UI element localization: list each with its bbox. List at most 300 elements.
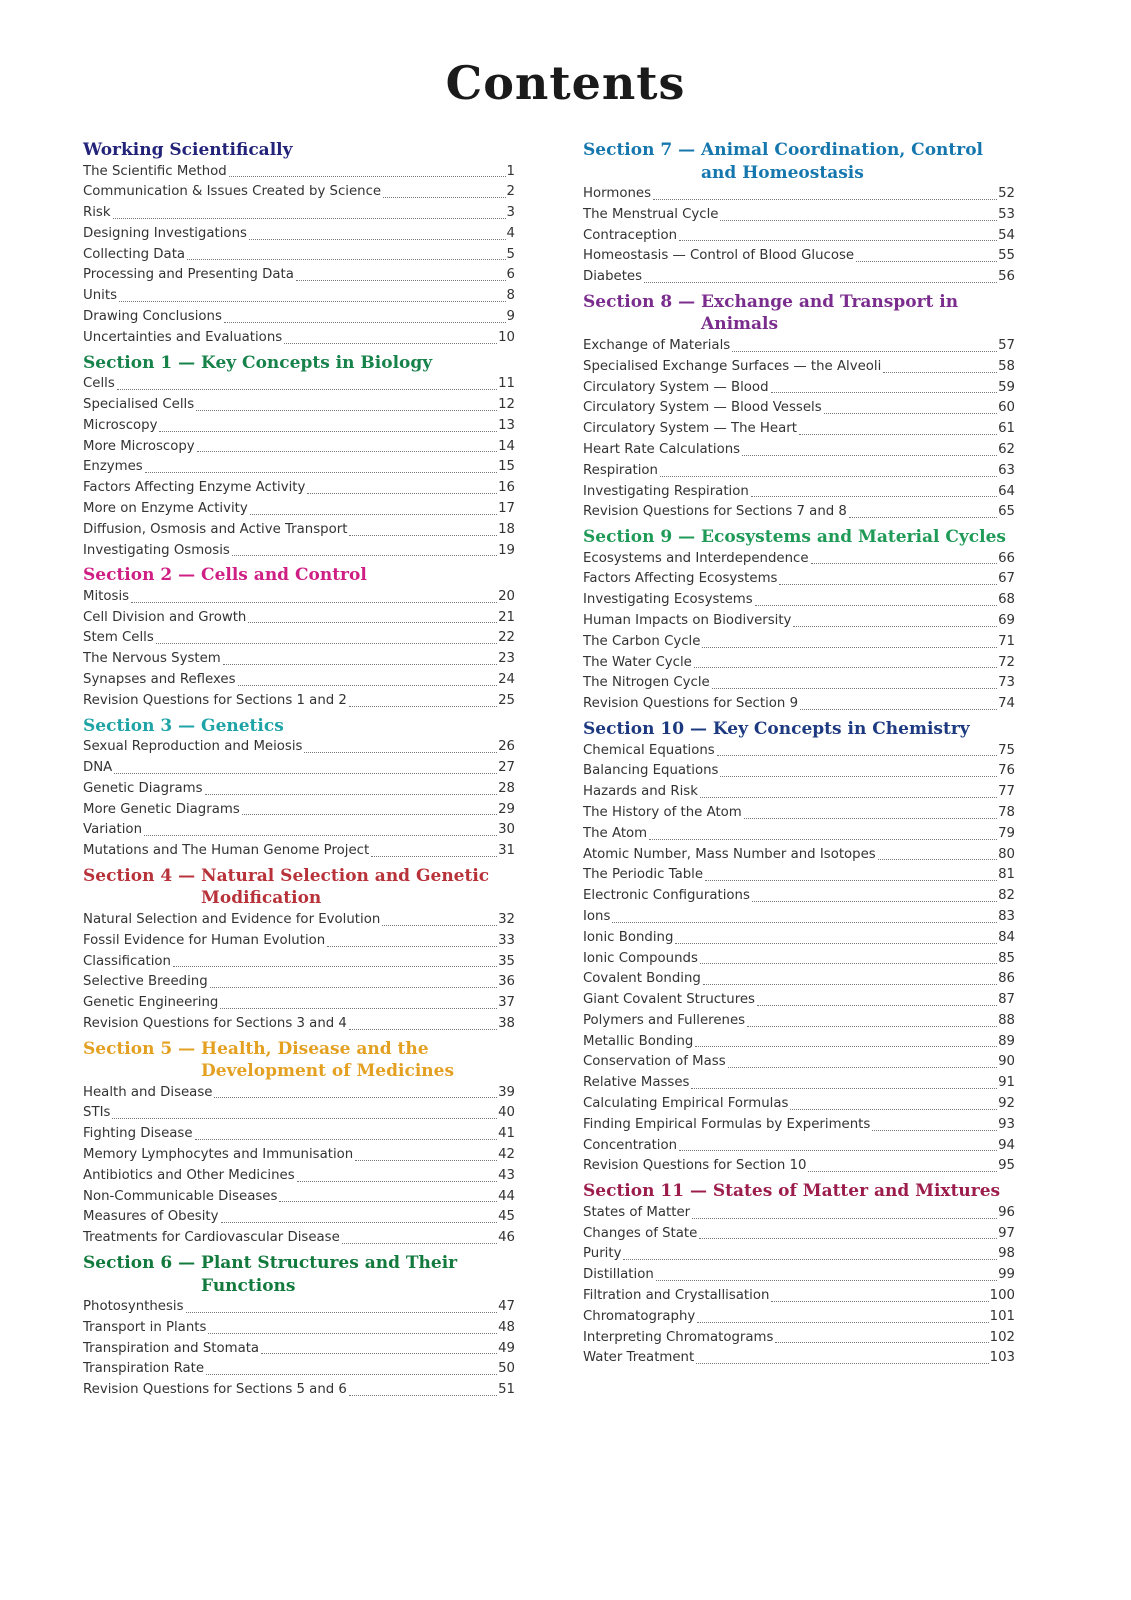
dot-leader bbox=[679, 240, 997, 241]
toc-entry bbox=[583, 824, 1015, 845]
toc-entry-page: 84 bbox=[998, 929, 1015, 945]
toc-entry-page: 64 bbox=[998, 483, 1015, 499]
toc-entry-label: Communication & Issues Created by Science bbox=[83, 184, 382, 200]
toc-entry bbox=[83, 910, 515, 931]
toc-entry bbox=[583, 1286, 1015, 1307]
toc-entry-page: 13 bbox=[498, 417, 515, 433]
toc-entry bbox=[583, 990, 1015, 1011]
toc-entry-label: Homeostasis — Control of Blood Glucose bbox=[583, 248, 855, 264]
section-heading bbox=[83, 1038, 515, 1083]
toc-entry-page: 44 bbox=[498, 1188, 515, 1204]
toc-entry-page: 94 bbox=[998, 1137, 1015, 1153]
dot-leader bbox=[793, 626, 997, 627]
toc-entry bbox=[583, 1203, 1015, 1224]
toc-entry-label: Investigating Osmosis bbox=[83, 542, 230, 558]
toc-entry-page: 81 bbox=[998, 867, 1015, 883]
toc-entry-page: 97 bbox=[998, 1225, 1015, 1241]
toc-entry bbox=[583, 1307, 1015, 1328]
toc-entry bbox=[83, 820, 515, 841]
toc-entry-label: Atomic Number, Mass Number and Isotopes bbox=[583, 846, 876, 862]
toc-entry-label: More Genetic Diagrams bbox=[83, 801, 240, 817]
toc-entry-page: 16 bbox=[498, 480, 515, 496]
section-heading bbox=[83, 715, 515, 738]
toc-entry-label: Factors Affecting Enzyme Activity bbox=[83, 480, 306, 496]
toc-entry-page: 88 bbox=[998, 1012, 1015, 1028]
toc-entry-label: Enzymes bbox=[83, 459, 143, 475]
dot-leader bbox=[173, 966, 497, 967]
dot-leader bbox=[197, 451, 497, 452]
toc-entry-label: Revision Questions for Section 10 bbox=[583, 1158, 807, 1174]
toc-entry-page: 20 bbox=[498, 588, 515, 604]
toc-entry-page: 68 bbox=[998, 592, 1015, 608]
toc-entry-page: 83 bbox=[998, 908, 1015, 924]
section-number: Section 1 — bbox=[83, 352, 202, 373]
dot-leader bbox=[697, 1322, 988, 1323]
toc-entry-label: Genetic Engineering bbox=[83, 995, 219, 1011]
toc-entry-label: STIs bbox=[83, 1105, 111, 1121]
toc-entry-page: 73 bbox=[998, 675, 1015, 691]
toc-entry-label: Fossil Evidence for Human Evolution bbox=[83, 932, 326, 948]
toc-entry-label: Interpreting Chromatograms bbox=[583, 1329, 774, 1345]
toc-entry-page: 69 bbox=[998, 613, 1015, 629]
section-number: Section 10 — bbox=[583, 719, 713, 740]
toc-entry-label: Ecosystems and Interdependence bbox=[583, 550, 809, 566]
toc-entry bbox=[583, 267, 1015, 288]
toc-entry-label: The Menstrual Cycle bbox=[583, 206, 719, 222]
dot-leader bbox=[242, 814, 497, 815]
toc-entry-page: 40 bbox=[498, 1105, 515, 1121]
toc-entry-label: More on Enzyme Activity bbox=[83, 500, 248, 516]
toc-entry bbox=[83, 203, 515, 224]
dot-leader bbox=[702, 647, 997, 648]
toc-entry-label: Transpiration and Stomata bbox=[83, 1340, 260, 1356]
toc-entry bbox=[583, 761, 1015, 782]
dot-leader bbox=[113, 218, 506, 219]
toc-entry-label: The Nervous System bbox=[83, 651, 221, 667]
toc-entry bbox=[83, 1318, 515, 1339]
toc-entry bbox=[83, 1359, 515, 1380]
toc-entry-page: 27 bbox=[498, 759, 515, 775]
toc-entry bbox=[583, 502, 1015, 523]
dot-leader bbox=[728, 1067, 997, 1068]
toc-entry-label: The Periodic Table bbox=[583, 867, 704, 883]
dot-leader bbox=[249, 239, 506, 240]
dot-leader bbox=[297, 1181, 497, 1182]
toc-entry bbox=[83, 1014, 515, 1035]
toc-entry-page: 103 bbox=[989, 1350, 1015, 1366]
toc-entry-label: Drawing Conclusions bbox=[83, 309, 222, 325]
toc-entry bbox=[583, 741, 1015, 762]
toc-entry-page: 61 bbox=[998, 421, 1015, 437]
dot-leader bbox=[382, 925, 497, 926]
dot-leader bbox=[119, 301, 506, 302]
section-heading bbox=[583, 718, 1015, 741]
toc-entry-label: Measures of Obesity bbox=[83, 1209, 219, 1225]
toc-entry-page: 86 bbox=[998, 971, 1015, 987]
dot-leader bbox=[117, 389, 497, 390]
toc-entry bbox=[583, 1136, 1015, 1157]
dot-leader bbox=[699, 1238, 997, 1239]
toc-entry-label: Distillation bbox=[583, 1267, 654, 1283]
section-title: States of Matter and Mixtures bbox=[712, 1181, 1001, 1202]
toc-entry bbox=[83, 1339, 515, 1360]
toc-entry-page: 43 bbox=[498, 1167, 515, 1183]
toc-entry-page: 39 bbox=[498, 1084, 515, 1100]
dot-leader bbox=[131, 602, 497, 603]
section-number: Section 2 — bbox=[83, 565, 202, 586]
toc-entry-page: 87 bbox=[998, 992, 1015, 1008]
toc-entry-label: Relative Masses bbox=[583, 1075, 690, 1091]
dot-leader bbox=[144, 835, 497, 836]
dot-leader bbox=[800, 709, 997, 710]
toc-entry-page: 99 bbox=[998, 1267, 1015, 1283]
dot-leader bbox=[720, 776, 997, 777]
toc-entry-page: 77 bbox=[998, 784, 1015, 800]
dot-leader bbox=[695, 1046, 997, 1047]
section-number: Section 9 — bbox=[583, 527, 702, 548]
toc-entry-label: The Nitrogen Cycle bbox=[583, 675, 710, 691]
toc-entry-label: Mitosis bbox=[83, 588, 130, 604]
toc-entry-page: 1 bbox=[506, 163, 515, 179]
toc-entry bbox=[583, 653, 1015, 674]
dot-leader bbox=[790, 1109, 997, 1110]
toc-entry-page: 91 bbox=[998, 1075, 1015, 1091]
dot-leader bbox=[808, 1171, 997, 1172]
toc-entry-label: Specialised Cells bbox=[83, 396, 195, 412]
toc-entry bbox=[83, 1083, 515, 1104]
toc-entry-page: 18 bbox=[498, 521, 515, 537]
section-number: Section 6 — bbox=[83, 1253, 202, 1274]
toc-entry-label: The Carbon Cycle bbox=[583, 633, 701, 649]
toc-entry bbox=[583, 907, 1015, 928]
toc-entry-page: 10 bbox=[498, 329, 515, 345]
toc-entry bbox=[83, 628, 515, 649]
section-title: Working Scientifically bbox=[83, 140, 293, 160]
toc-entry-page: 58 bbox=[998, 358, 1015, 374]
toc-entry-label: The Water Cycle bbox=[583, 654, 692, 670]
toc-entry-label: Calculating Empirical Formulas bbox=[583, 1096, 789, 1112]
toc-entry bbox=[583, 1115, 1015, 1136]
toc-entry-label: Transpiration Rate bbox=[83, 1361, 205, 1377]
dot-leader bbox=[284, 343, 497, 344]
toc-section bbox=[83, 865, 515, 1035]
toc-entry bbox=[83, 972, 515, 993]
toc-entry bbox=[583, 632, 1015, 653]
toc-entry-label: Classification bbox=[83, 953, 171, 969]
toc-entry bbox=[583, 865, 1015, 886]
toc-entry bbox=[83, 374, 515, 395]
toc-entry-label: Changes of State bbox=[583, 1225, 698, 1241]
dot-leader bbox=[717, 755, 997, 756]
toc-entry bbox=[583, 928, 1015, 949]
toc-entry-label: Cells bbox=[83, 376, 115, 392]
toc-entry-page: 38 bbox=[498, 1015, 515, 1031]
toc-entry-page: 74 bbox=[998, 696, 1015, 712]
dot-leader bbox=[371, 856, 497, 857]
dot-leader bbox=[883, 372, 997, 373]
toc-entry bbox=[583, 803, 1015, 824]
section-heading bbox=[83, 564, 515, 587]
section-title: Health, Disease and the Development of Medicines bbox=[201, 1038, 455, 1082]
dot-leader bbox=[186, 1312, 498, 1313]
toc-entry bbox=[583, 378, 1015, 399]
toc-entry-page: 95 bbox=[998, 1158, 1015, 1174]
toc-entry bbox=[583, 694, 1015, 715]
section-heading bbox=[583, 291, 1015, 336]
toc-entry-label: Revision Questions for Sections 3 and 4 bbox=[83, 1015, 347, 1031]
toc-entry-label: Circulatory System — The Heart bbox=[583, 421, 797, 437]
toc-entry-label: Finding Empirical Formulas by Experiments bbox=[583, 1116, 871, 1132]
dot-leader bbox=[755, 605, 997, 606]
toc-entry bbox=[83, 224, 515, 245]
toc-entry-page: 72 bbox=[998, 654, 1015, 670]
toc-entry-page: 29 bbox=[498, 801, 515, 817]
toc-entry-label: Respiration bbox=[583, 462, 658, 478]
toc-entry bbox=[583, 845, 1015, 866]
toc-entry-page: 75 bbox=[998, 742, 1015, 758]
dot-leader bbox=[342, 1243, 497, 1244]
dot-leader bbox=[296, 280, 506, 281]
section-title: Key Concepts in Biology bbox=[201, 352, 433, 373]
toc-entry bbox=[83, 478, 515, 499]
dot-leader bbox=[196, 410, 497, 411]
toc-entry bbox=[83, 416, 515, 437]
toc-entry-page: 32 bbox=[498, 911, 515, 927]
toc-entry bbox=[83, 993, 515, 1014]
toc-entry-page: 41 bbox=[498, 1126, 515, 1142]
toc-entry-label: Heart Rate Calculations bbox=[583, 441, 741, 457]
dot-leader bbox=[221, 1222, 498, 1223]
toc-entry bbox=[83, 1166, 515, 1187]
toc-entry-page: 67 bbox=[998, 571, 1015, 587]
toc-entry-label: Natural Selection and Evidence for Evolution bbox=[83, 911, 381, 927]
dot-leader bbox=[872, 1130, 997, 1131]
dot-leader bbox=[349, 1029, 497, 1030]
toc-entry-label: Mutations and The Human Genome Project bbox=[83, 843, 370, 859]
dot-leader bbox=[307, 493, 497, 494]
section-heading bbox=[583, 526, 1015, 549]
toc-entry-page: 90 bbox=[998, 1054, 1015, 1070]
dot-leader bbox=[114, 773, 497, 774]
section-heading bbox=[83, 865, 515, 910]
dot-leader bbox=[720, 220, 997, 221]
toc-section bbox=[583, 526, 1015, 715]
toc-entry bbox=[583, 357, 1015, 378]
toc-entry-label: More Microscopy bbox=[83, 438, 195, 454]
dot-leader bbox=[771, 1301, 988, 1302]
section-heading bbox=[83, 139, 515, 162]
toc-entry-label: Contraception bbox=[583, 227, 678, 243]
toc-entry bbox=[83, 541, 515, 562]
dot-leader bbox=[238, 685, 498, 686]
dot-leader bbox=[700, 963, 997, 964]
toc-entry bbox=[583, 590, 1015, 611]
toc-section bbox=[583, 139, 1015, 288]
dot-leader bbox=[304, 752, 497, 753]
toc-entry-page: 19 bbox=[498, 542, 515, 558]
toc-entry-label: Investigating Respiration bbox=[583, 483, 749, 499]
toc-entry bbox=[83, 1380, 515, 1401]
toc-entry-page: 31 bbox=[498, 843, 515, 859]
section-heading bbox=[583, 139, 1015, 184]
toc-entry bbox=[83, 437, 515, 458]
toc-entry-page: 53 bbox=[998, 206, 1015, 222]
toc-entry-page: 35 bbox=[498, 953, 515, 969]
toc-entry bbox=[83, 931, 515, 952]
dot-leader bbox=[824, 413, 997, 414]
toc-entry-label: Risk bbox=[83, 205, 111, 221]
toc-entry-page: 22 bbox=[498, 630, 515, 646]
toc-entry-page: 36 bbox=[498, 974, 515, 990]
toc-entry-label: Exchange of Materials bbox=[583, 337, 731, 353]
toc-entry-page: 47 bbox=[498, 1299, 515, 1315]
toc-entry bbox=[583, 1052, 1015, 1073]
toc-entry-label: Revision Questions for Sections 7 and 8 bbox=[583, 504, 847, 520]
toc-entry bbox=[83, 1103, 515, 1124]
dot-leader bbox=[700, 797, 997, 798]
dot-leader bbox=[229, 176, 506, 177]
toc-entry bbox=[83, 691, 515, 712]
toc-entry-page: 26 bbox=[498, 739, 515, 755]
dot-leader bbox=[771, 392, 998, 393]
toc-entry-page: 33 bbox=[498, 932, 515, 948]
dot-leader bbox=[660, 476, 997, 477]
toc-entry-page: 96 bbox=[998, 1204, 1015, 1220]
section-number: Section 7 — bbox=[583, 140, 702, 160]
dot-leader bbox=[775, 1342, 988, 1343]
toc-entry-page: 15 bbox=[498, 459, 515, 475]
toc-entry-label: Health and Disease bbox=[83, 1084, 213, 1100]
toc-entry-page: 6 bbox=[506, 267, 515, 283]
toc-entry-label: Electronic Configurations bbox=[583, 888, 750, 904]
toc-entry bbox=[83, 779, 515, 800]
toc-entry bbox=[583, 1094, 1015, 1115]
dot-leader bbox=[799, 434, 997, 435]
dot-leader bbox=[744, 818, 997, 819]
toc-entry-page: 101 bbox=[989, 1308, 1015, 1324]
toc-entry-label: The Atom bbox=[583, 825, 648, 841]
toc-entry bbox=[583, 1265, 1015, 1286]
toc-entry-label: Investigating Ecosystems bbox=[583, 592, 753, 608]
dot-leader bbox=[675, 943, 997, 944]
toc-entry-page: 54 bbox=[998, 227, 1015, 243]
toc-section bbox=[83, 352, 515, 562]
dot-leader bbox=[214, 1097, 497, 1098]
toc-entry-page: 55 bbox=[998, 248, 1015, 264]
toc-entry-page: 59 bbox=[998, 379, 1015, 395]
toc-entry-page: 51 bbox=[498, 1382, 515, 1398]
toc-entry bbox=[583, 246, 1015, 267]
toc-entry-label: Non-Communicable Diseases bbox=[83, 1188, 278, 1204]
toc-entry-label: Purity bbox=[583, 1246, 622, 1262]
toc-entry bbox=[83, 758, 515, 779]
toc-entry-label: Diabetes bbox=[583, 269, 643, 285]
dot-leader bbox=[742, 455, 997, 456]
toc-entry-label: Polymers and Fullerenes bbox=[583, 1012, 746, 1028]
toc-entry-label: Revision Questions for Section 9 bbox=[583, 696, 799, 712]
toc-entry-page: 50 bbox=[498, 1361, 515, 1377]
toc-entry bbox=[83, 457, 515, 478]
toc-entry bbox=[83, 587, 515, 608]
toc-entry bbox=[583, 205, 1015, 226]
toc-entry-label: Chromatography bbox=[583, 1308, 696, 1324]
toc-entry bbox=[83, 1207, 515, 1228]
toc-entry-page: 98 bbox=[998, 1246, 1015, 1262]
toc-entry bbox=[83, 1297, 515, 1318]
dot-leader bbox=[223, 664, 497, 665]
toc-entry bbox=[583, 969, 1015, 990]
contents-column-right bbox=[583, 139, 1015, 1372]
dot-leader bbox=[696, 1363, 988, 1364]
toc-entry-page: 57 bbox=[998, 337, 1015, 353]
dot-leader bbox=[349, 535, 497, 536]
dot-leader bbox=[145, 472, 497, 473]
section-heading bbox=[83, 1252, 515, 1297]
toc-section bbox=[83, 1252, 515, 1401]
section-title: Cells and Control bbox=[201, 565, 367, 586]
toc-entry-label: Fighting Disease bbox=[83, 1126, 193, 1142]
toc-entry-page: 89 bbox=[998, 1033, 1015, 1049]
dot-leader bbox=[279, 1201, 497, 1202]
dot-leader bbox=[705, 880, 997, 881]
toc-entry-label: Ions bbox=[583, 908, 611, 924]
toc-entry-label: Chemical Equations bbox=[583, 742, 715, 758]
toc-entry-label: Circulatory System — Blood bbox=[583, 379, 769, 395]
toc-entry-page: 21 bbox=[498, 609, 515, 625]
toc-section bbox=[83, 564, 515, 711]
toc-entry-label: Circulatory System — Blood Vessels bbox=[583, 400, 822, 416]
dot-leader bbox=[649, 839, 997, 840]
dot-leader bbox=[856, 261, 997, 262]
toc-entry-page: 100 bbox=[989, 1287, 1015, 1303]
toc-entry bbox=[583, 419, 1015, 440]
toc-entry-page: 28 bbox=[498, 780, 515, 796]
toc-entry bbox=[83, 182, 515, 203]
toc-entry-label: Balancing Equations bbox=[583, 763, 719, 779]
toc-entry bbox=[583, 886, 1015, 907]
toc-entry-label: Factors Affecting Ecosystems bbox=[583, 571, 778, 587]
toc-entry-page: 23 bbox=[498, 651, 515, 667]
toc-entry-page: 12 bbox=[498, 396, 515, 412]
toc-entry-label: Diffusion, Osmosis and Active Transport bbox=[83, 521, 348, 537]
dot-leader bbox=[112, 1118, 497, 1119]
section-title: Exchange and Transport in Animals bbox=[701, 291, 959, 335]
toc-entry-label: The Scientific Method bbox=[83, 163, 227, 179]
toc-entry-label: Concentration bbox=[583, 1137, 678, 1153]
dot-leader bbox=[703, 984, 997, 985]
toc-entry bbox=[583, 949, 1015, 970]
toc-entry bbox=[83, 245, 515, 266]
toc-entry bbox=[83, 286, 515, 307]
section-title: Natural Selection and Genetic Modification bbox=[201, 865, 490, 909]
toc-entry bbox=[83, 162, 515, 183]
dot-leader bbox=[694, 667, 997, 668]
toc-entry bbox=[583, 1011, 1015, 1032]
toc-entry-page: 9 bbox=[506, 309, 515, 325]
dot-leader bbox=[752, 901, 997, 902]
toc-entry bbox=[583, 482, 1015, 503]
toc-section bbox=[83, 1038, 515, 1249]
section-title: Animal Coordination, Control and Homeostasis bbox=[701, 140, 983, 183]
dot-leader bbox=[692, 1218, 997, 1219]
toc-entry-label: Synapses and Reflexes bbox=[83, 672, 236, 688]
toc-entry bbox=[83, 841, 515, 862]
dot-leader bbox=[210, 987, 497, 988]
toc-entry bbox=[583, 1328, 1015, 1349]
dot-leader bbox=[248, 622, 497, 623]
toc-entry-label: Filtration and Crystallisation bbox=[583, 1287, 770, 1303]
toc-entry bbox=[83, 670, 515, 691]
